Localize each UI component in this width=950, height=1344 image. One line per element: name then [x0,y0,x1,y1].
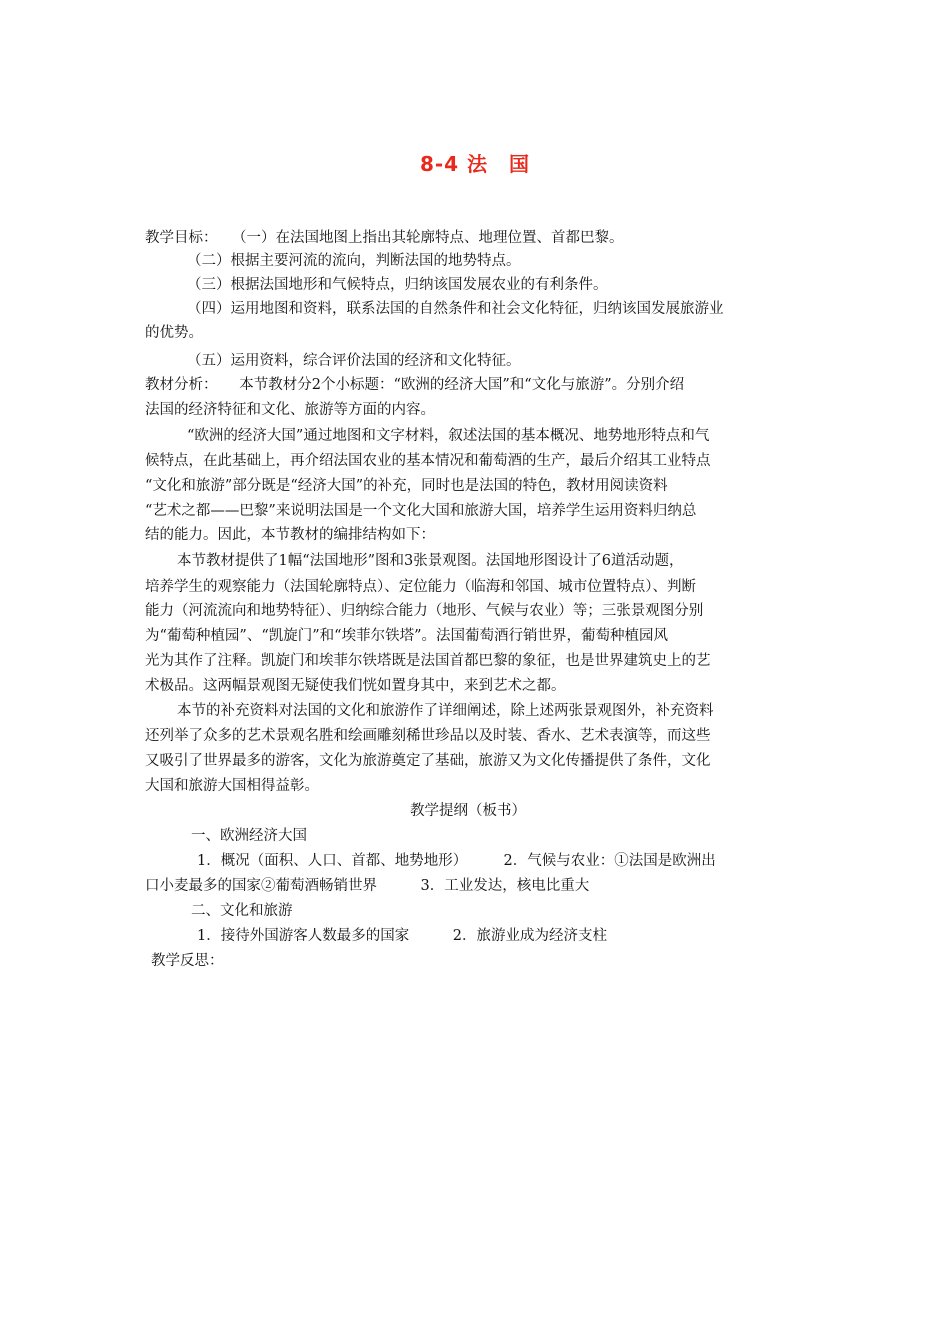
text-line: 本节的补充资料对法国的文化和旅游作了详细阐述，除上述两张景观图外，补充资料 [177,703,714,719]
outline-section-1: 一、欧洲经济大国 [191,828,307,844]
text-line: 教学目标： （一）在法国地图上指出其轮廓特点、地理位置、首都巴黎。 [145,230,624,246]
text-line: （三）根据法国地形和气候特点，归纳该国发展农业的有利条件。 [187,277,608,293]
outline-section-2: 二、文化和旅游 [191,903,293,919]
outline-item: 1．概况（面积、人口、首都、地势地形） 2．气候与农业：①法国是欧洲出 [197,853,716,869]
text-line: 还列举了众多的艺术景观名胜和绘画雕刻稀世珍品以及时装、香水、艺术表演等，而这些 [145,728,711,744]
text-line: 法国的经济特征和文化、旅游等方面的内容。 [145,402,435,418]
outline-heading: 教学提纲（板书） [410,803,526,819]
text-line: 又吸引了世界最多的游客，文化为旅游奠定了基础，旅游又为文化传播提供了条件，文化 [145,753,711,769]
text-line: 术极品。这两幅景观图无疑使我们恍如置身其中，来到艺术之都。 [145,678,566,694]
text-line: 结的能力。因此，本节教材的编排结构如下： [145,527,435,543]
text-line: 候特点，在此基础上，再介绍法国农业的基本情况和葡萄酒的生产，最后介绍其工业特点 [145,453,711,469]
text-line: 培养学生的观察能力（法国轮廓特点）、定位能力（临海和邻国、城市位置特点）、判断 [145,579,696,595]
outline-item: 口小麦最多的国家②葡萄酒畅销世界 3．工业发达，核电比重大 [145,878,590,894]
text-line: 教材分析： 本节教材分2个小标题：“欧洲的经济大国”和“文化与旅游”。分别介绍 [145,377,685,393]
page-title: 8-4 法 国 [419,152,531,176]
text-line: （二）根据主要河流的流向，判断法国的地势特点。 [187,253,521,269]
text-line: 光为其作了注释。凯旋门和埃菲尔铁塔既是法国首都巴黎的象征，也是世界建筑史上的艺 [145,653,711,669]
text-line: 本节教材提供了1幅“法国地形”图和3张景观图。法国地形图设计了6道活动题， [177,553,684,569]
outline-item: 1．接待外国游客人数最多的国家 2．旅游业成为经济支柱 [197,928,607,944]
text-line: 大国和旅游大国相得益彰。 [145,778,319,794]
text-line: 的优势。 [145,325,203,341]
text-line: “欧洲的经济大国”通过地图和文字材料，叙述法国的基本概况、地势地形特点和气 [187,428,710,444]
reflection-label: 教学反思： [151,953,224,969]
text-line: “文化和旅游”部分既是“经济大国”的补充，同时也是法国的特色，教材用阅读资料 [145,478,668,494]
text-line: “艺术之都——巴黎”来说明法国是一个文化大国和旅游大国，培养学生运用资料归纳总 [145,503,697,519]
text-line: （五）运用资料，综合评价法国的经济和文化特征。 [187,353,521,369]
text-line: 为“葡萄种植园”、“凯旋门”和“埃菲尔铁塔”。法国葡萄酒行销世界，葡萄种植园风 [145,628,668,644]
text-line: （四）运用地图和资料，联系法国的自然条件和社会文化特征，归纳该国发展旅游业 [187,301,724,317]
text-line: 能力（河流流向和地势特征）、归纳综合能力（地形、气候与农业）等；三张景观图分别 [145,603,704,619]
